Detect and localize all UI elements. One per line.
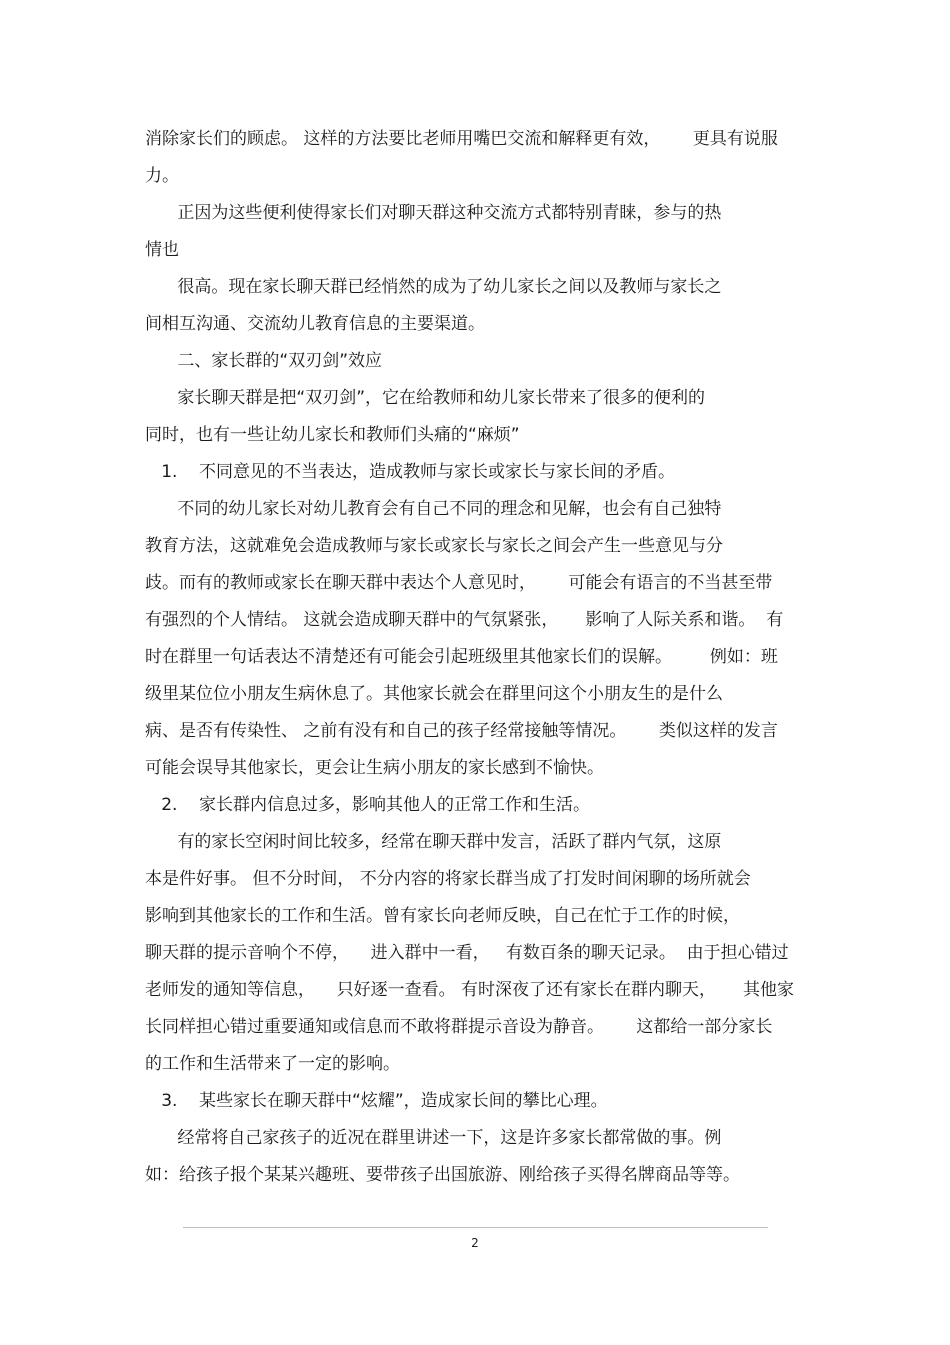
- list-item-heading: 2. 家长群内信息过多，影响其他人的正常工作和生活。: [145, 795, 591, 815]
- text-line: 家长聊天群是把“双刃剑”，它在给教师和幼儿家长带来了很多的便利的: [145, 388, 706, 408]
- text-line: 不同的幼儿家长对幼儿教育会有自己不同的理念和见解，也会有自己独特: [145, 499, 722, 519]
- text-line: 级里某位位小朋友生病休息了。其他家长就会在群里问这个小朋友生的是什么: [145, 684, 723, 704]
- text-line: 消除家长们的顾虑。 这样的方法要比老师用嘴巴交流和解释更有效， 更具有说服: [145, 129, 778, 149]
- page-number: 2: [471, 1236, 479, 1250]
- text-line: 有的家长空闲时间比较多，经常在聊天群中发言，活跃了群内气氛，这原: [145, 832, 722, 852]
- text-line: 本是件好事。 但不分时间， 不分内容的将家长群当成了打发时间闲聊的场所就会: [145, 869, 751, 889]
- text-line: 老师发的通知等信息， 只好逐一查看。 有时深夜了还有家长在群内聊天， 其他家: [145, 980, 795, 1000]
- list-item-heading: 3. 某些家长在聊天群中“炫耀”，造成家长间的攀比心理。: [145, 1091, 608, 1111]
- text-line: 正因为这些便利使得家长们对聊天群这种交流方式都特别青睐，参与的热: [145, 203, 722, 223]
- text-line: 间相互沟通、交流幼儿教育信息的主要渠道。: [145, 314, 485, 334]
- text-line: 病、是否有传染性、 之前有没有和自己的孩子经常接触等情况。 类似这样的发言: [145, 721, 778, 741]
- text-line: 情也: [145, 240, 179, 260]
- text-line: 歧。而有的教师或家长在聊天群中表达个人意见时， 可能会有语言的不当甚至带: [145, 573, 773, 593]
- footer-divider: [183, 1227, 768, 1228]
- text-line: 可能会误导其他家长，更会让生病小朋友的家长感到不愉快。: [145, 758, 604, 778]
- text-line: 的工作和生活带来了一定的影响。: [145, 1054, 400, 1074]
- text-line: 如：给孩子报个某某兴趣班、要带孩子出国旅游、刚给孩子买得名牌商品等等。: [145, 1165, 740, 1185]
- text-line: 教育方法，这就难免会造成教师与家长或家长与家长之间会产生一些意见与分: [145, 536, 723, 556]
- text-line: 经常将自己家孩子的近况在群里讲述一下，这是许多家长都常做的事。例: [145, 1128, 722, 1148]
- section-heading: 二、家长群的“双刃剑”效应: [145, 351, 383, 371]
- text-line: 同时，也有一些让幼儿家长和教师们头痛的“麻烦”: [145, 425, 520, 445]
- list-item-heading: 1. 不同意见的不当表达，造成教师与家长或家长与家长间的矛盾。: [145, 462, 676, 482]
- text-line: 聊天群的提示音响个不停， 进入群中一看， 有数百条的聊天记录。 由于担心错过: [145, 943, 789, 963]
- text-line: 有强烈的个人情结。 这就会造成聊天群中的气氛紧张， 影响了人际关系和谐。 有: [145, 610, 784, 630]
- text-line: 长同样担心错过重要通知或信息而不敢将群提示音设为静音。 这都给一部分家长: [145, 1017, 773, 1037]
- text-line: 时在群里一句话表达不清楚还有可能会引起班级里其他家长们的误解。 例如：班: [145, 647, 778, 667]
- text-line: 力。: [145, 166, 179, 186]
- text-line: 影响到其他家长的工作和生活。曾有家长向老师反映，自己在忙于工作的时候，: [145, 906, 740, 926]
- text-line: 很高。现在家长聊天群已经悄然的成为了幼儿家长之间以及教师与家长之: [145, 277, 722, 297]
